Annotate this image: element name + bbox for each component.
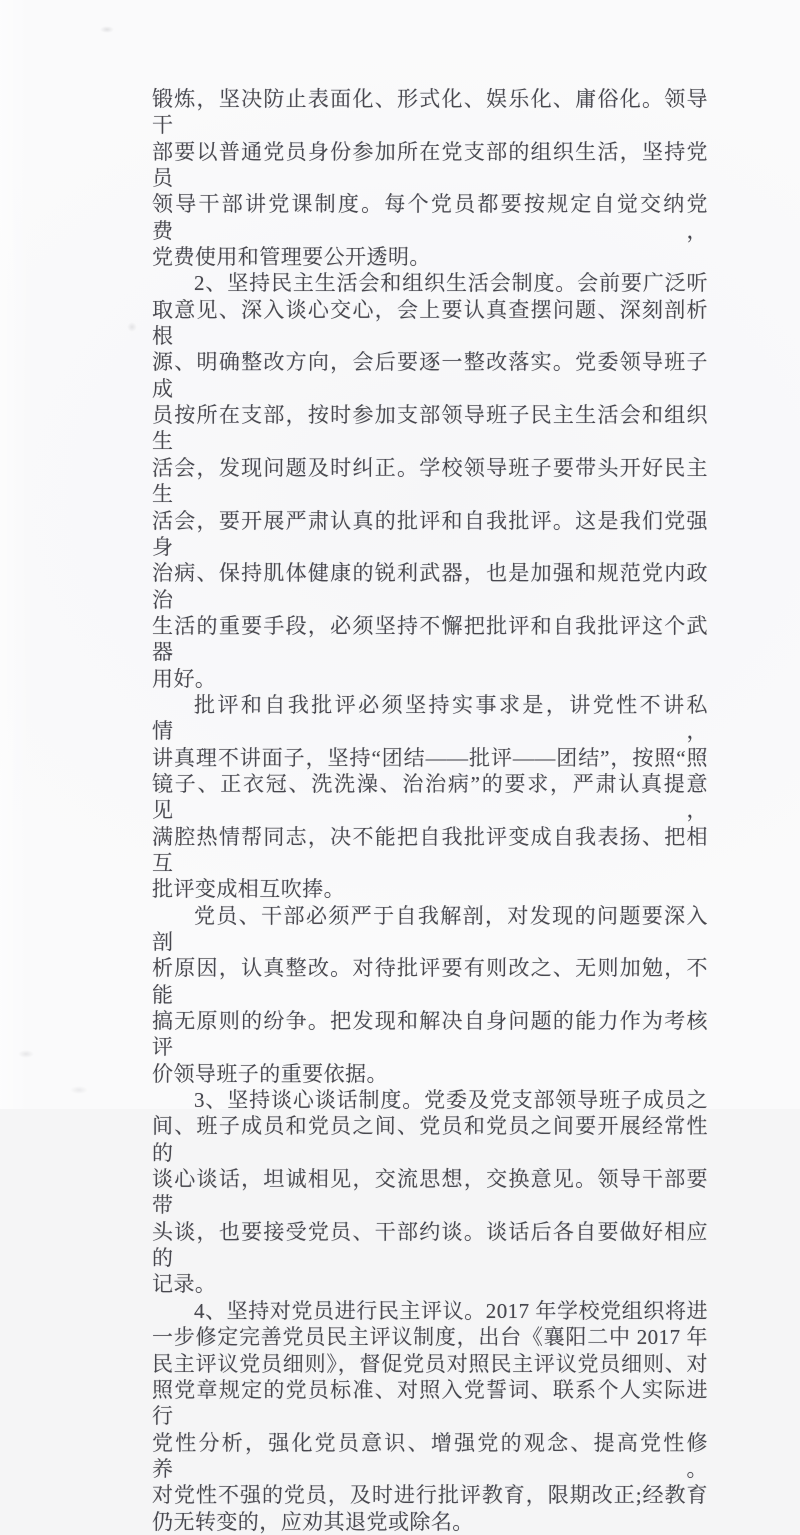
text-line: 用好。 <box>152 666 217 691</box>
scan-smudge <box>18 1050 34 1058</box>
text-line: 4、坚持对党员进行民主评议。2017 年学校党组织将进 <box>194 1298 708 1323</box>
text-line: 价领导班子的重要依据。 <box>152 1061 388 1086</box>
text-line: 锻炼，坚决防止表面化、形式化、娱乐化、庸俗化。领导干 <box>152 87 708 138</box>
text-line: 间、班子成员和党员之间、党员和党员之间要开展经常性的 <box>152 1114 708 1165</box>
text-line: 谈心谈话，坦诚相见，交流思想，交换意见。领导干部要带 <box>152 1167 708 1218</box>
text-line: 搞无原则的纷争。把发现和解决自身问题的能力作为考核评 <box>152 1009 708 1060</box>
text-line: 一步修定完善党员民主评议制度，出台《襄阳二中 2017 年 <box>152 1325 708 1350</box>
text-line: 活会，要开展严肃认真的批评和自我批评。这是我们党强身 <box>152 508 708 559</box>
text-line: 批评和自我批评必须坚持实事求是，讲党性不讲私情， <box>152 692 708 744</box>
text-line: 民主评议党员细则》，督促党员对照民主评议党员细则、对 <box>152 1351 708 1376</box>
scan-smudge <box>100 26 114 33</box>
scan-smudge <box>127 322 137 332</box>
text-line: 仍无转变的，应劝其退党或除名。 <box>152 1509 474 1534</box>
text-line: 对党性不强的党员，及时进行批评教育，限期改正;经教育 <box>152 1483 708 1508</box>
text-line: 取意见、深入谈心交心，会上要认真查摆问题、深刻剖析根 <box>152 297 708 349</box>
text-line: 讲真理不讲面子，坚持“团结——批评——团结”，按照“照 <box>152 745 708 770</box>
text-line: 生活的重要手段，必须坚持不懈把批评和自我批评这个武器 <box>152 613 708 665</box>
text-line: 活会，发现问题及时纠正。学校领导班子要带头开好民主生 <box>152 455 708 507</box>
text-line: 领导干部讲党课制度。每个党员都要按规定自觉交纳党费， <box>152 192 708 243</box>
text-line: 治病、保持肌体健康的锐利武器，也是加强和规范党内政治 <box>152 561 708 612</box>
text-line: 员按所在支部，按时参加支部领导班子民主生活会和组织生 <box>152 403 708 454</box>
text-line: 3、坚持谈心谈话制度。党委及党支部领导班子成员之 <box>194 1088 708 1113</box>
document-text-block <box>152 86 708 1535</box>
text-line: 党费使用和管理要公开透明。 <box>152 245 431 270</box>
text-line: 头谈，也要接受党员、干部约谈。谈话后各自要做好相应的 <box>152 1219 708 1271</box>
scan-edge-highlight <box>0 0 30 1109</box>
text-line: 党员、干部必须严于自我解剖，对发现的问题要深入剖 <box>152 903 708 954</box>
text-line: 记录。 <box>152 1272 217 1297</box>
text-line: 党性分析，强化党员意识、增强党的观念、提高党性修养。 <box>152 1430 708 1481</box>
text-line: 批评变成相互吹捧。 <box>152 877 346 902</box>
text-line: 2、坚持民主生活会和组织生活会制度。会前要广泛听 <box>194 271 708 296</box>
text-line: 析原因，认真整改。对待批评要有则改之、无则加勉，不能 <box>152 956 708 1007</box>
scan-smudge <box>70 1086 88 1094</box>
text-line: 照党章规定的党员标准、对照入党誓词、联系个人实际进行 <box>152 1377 708 1429</box>
text-line: 源、明确整改方向，会后要逐一整改落实。党委领导班子成 <box>152 350 708 401</box>
text-line: 部要以普通党员身份参加所在党支部的组织生活，坚持党员 <box>152 139 708 191</box>
text-line: 满腔热情帮同志，决不能把自我批评变成自我表扬、把相互 <box>152 824 708 875</box>
text-line: 镜子、正衣冠、洗洗澡、治治病”的要求，严肃认真提意见， <box>152 771 708 823</box>
